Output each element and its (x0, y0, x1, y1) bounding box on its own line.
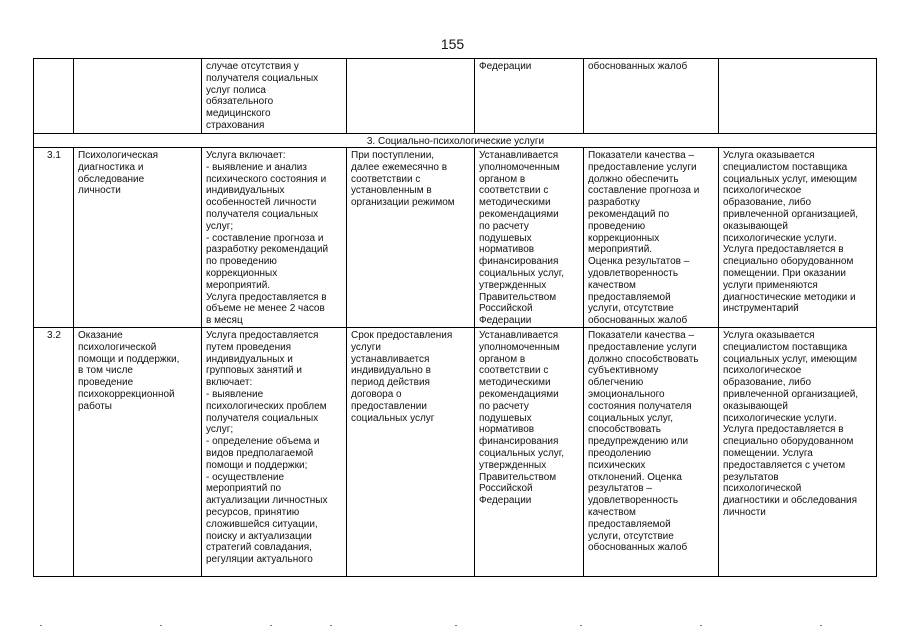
service-norm: Устанавливается уполномоченным органом в соответствии с методическими рекомендациями по расчету подушевых нормативов финансирования социальных услуг, утвержденных Правительством Российской Федерации (475, 148, 584, 328)
service-content: Услуга включает: - выявление и анализ психического состояния и индивидуальных особенностей личности получателя социальных услуг; - составление прогноза и разработку рекомендаций по проведению коррекционных мероприятий. Услуга предоставляется в объеме не менее 2 часов в месяц (202, 148, 347, 328)
service-content: Услуга предоставляется путем проведения индивидуальных и групповых занятий и включает: - выявление психологических проблем получателя социальных услуг; - определение объема и видов предполагаемой помощи и поддержки; - осуществление мероприятий по актуализации личностных ресурсов, принятию сложившейся ситуации, поиску и актуализации стратегий совладания, регуляции актуального (202, 327, 347, 576)
service-norm: Устанавливается уполномоченным органом в соответствии с методическими рекомендациями по расчету подушевых нормативов финансирования социальных услуг, утвержденных Правительством Российской Федерации (475, 327, 584, 576)
service-term: При поступлении, далее ежемесячно в соответствии с установленным в организации режимом (347, 148, 475, 328)
service-conditions: Услуга оказывается специалистом поставщика социальных услуг, имеющим психологическое образование, либо привлеченной организацией, оказывающей психологические услуги. Услуга предоставляется в специально оборудованном помещении. Услуга предоставляется с учетом результатов психологической диагностики и обследования личности (719, 327, 877, 576)
page-number: 155 (440, 36, 465, 52)
table-row (34, 59, 877, 134)
table-cell (347, 59, 475, 134)
service-name: Психологическая диагностика и обследование личности (74, 148, 202, 328)
service-conditions: Услуга оказывается специалистом поставщика социальных услуг, имеющим психологическое образование, либо привлеченной организацией, оказывающей психологические услуги. Услуга предоставляется в специально оборудованном помещении. При оказании услуги применяются диагностические методики и инструментарий (719, 148, 877, 328)
table-cell (719, 59, 877, 134)
table-cell: Федерации (475, 59, 584, 134)
section-title: 3. Социально-психологические услуги (34, 134, 877, 148)
table-cell (74, 59, 202, 134)
service-term: Срок предоставления услуги устанавливается индивидуально в период действия договора о предоставлении социальных услуг (347, 327, 475, 576)
services-table (33, 58, 877, 577)
table-cell: случае отсутствия у получателя социальных услуг полиса обязательного медицинского страхования (202, 59, 347, 134)
table-row (34, 327, 877, 576)
table-row (34, 148, 877, 328)
table-cell: обоснованных жалоб (584, 59, 719, 134)
section-row (34, 134, 877, 148)
service-number: 3.1 (34, 148, 74, 328)
service-quality: Показатели качества – предоставление услуги должно способствовать субъективному облегчению эмоционального состояния получателя социальных услуг, способствовать предупреждению или преодолению психических отклонений. Оценка результатов – удовлетворенность качеством предоставляемой услуги, отсутствие обоснованных жалоб (584, 327, 719, 576)
service-quality: Показатели качества – предоставление услуги должно обеспечить составление прогноза и разработку рекомендаций по проведению коррекционных мероприятий. Оценка результатов – удовлетворенность качеством предоставляемой услуги, отсутствие обоснованных жалоб (584, 148, 719, 328)
table-cell (34, 59, 74, 134)
service-name: Оказание психологической помощи и поддержки, в том числе проведение психокоррекционной работы (74, 327, 202, 576)
service-number: 3.2 (34, 327, 74, 576)
scan-artifacts (0, 625, 905, 631)
